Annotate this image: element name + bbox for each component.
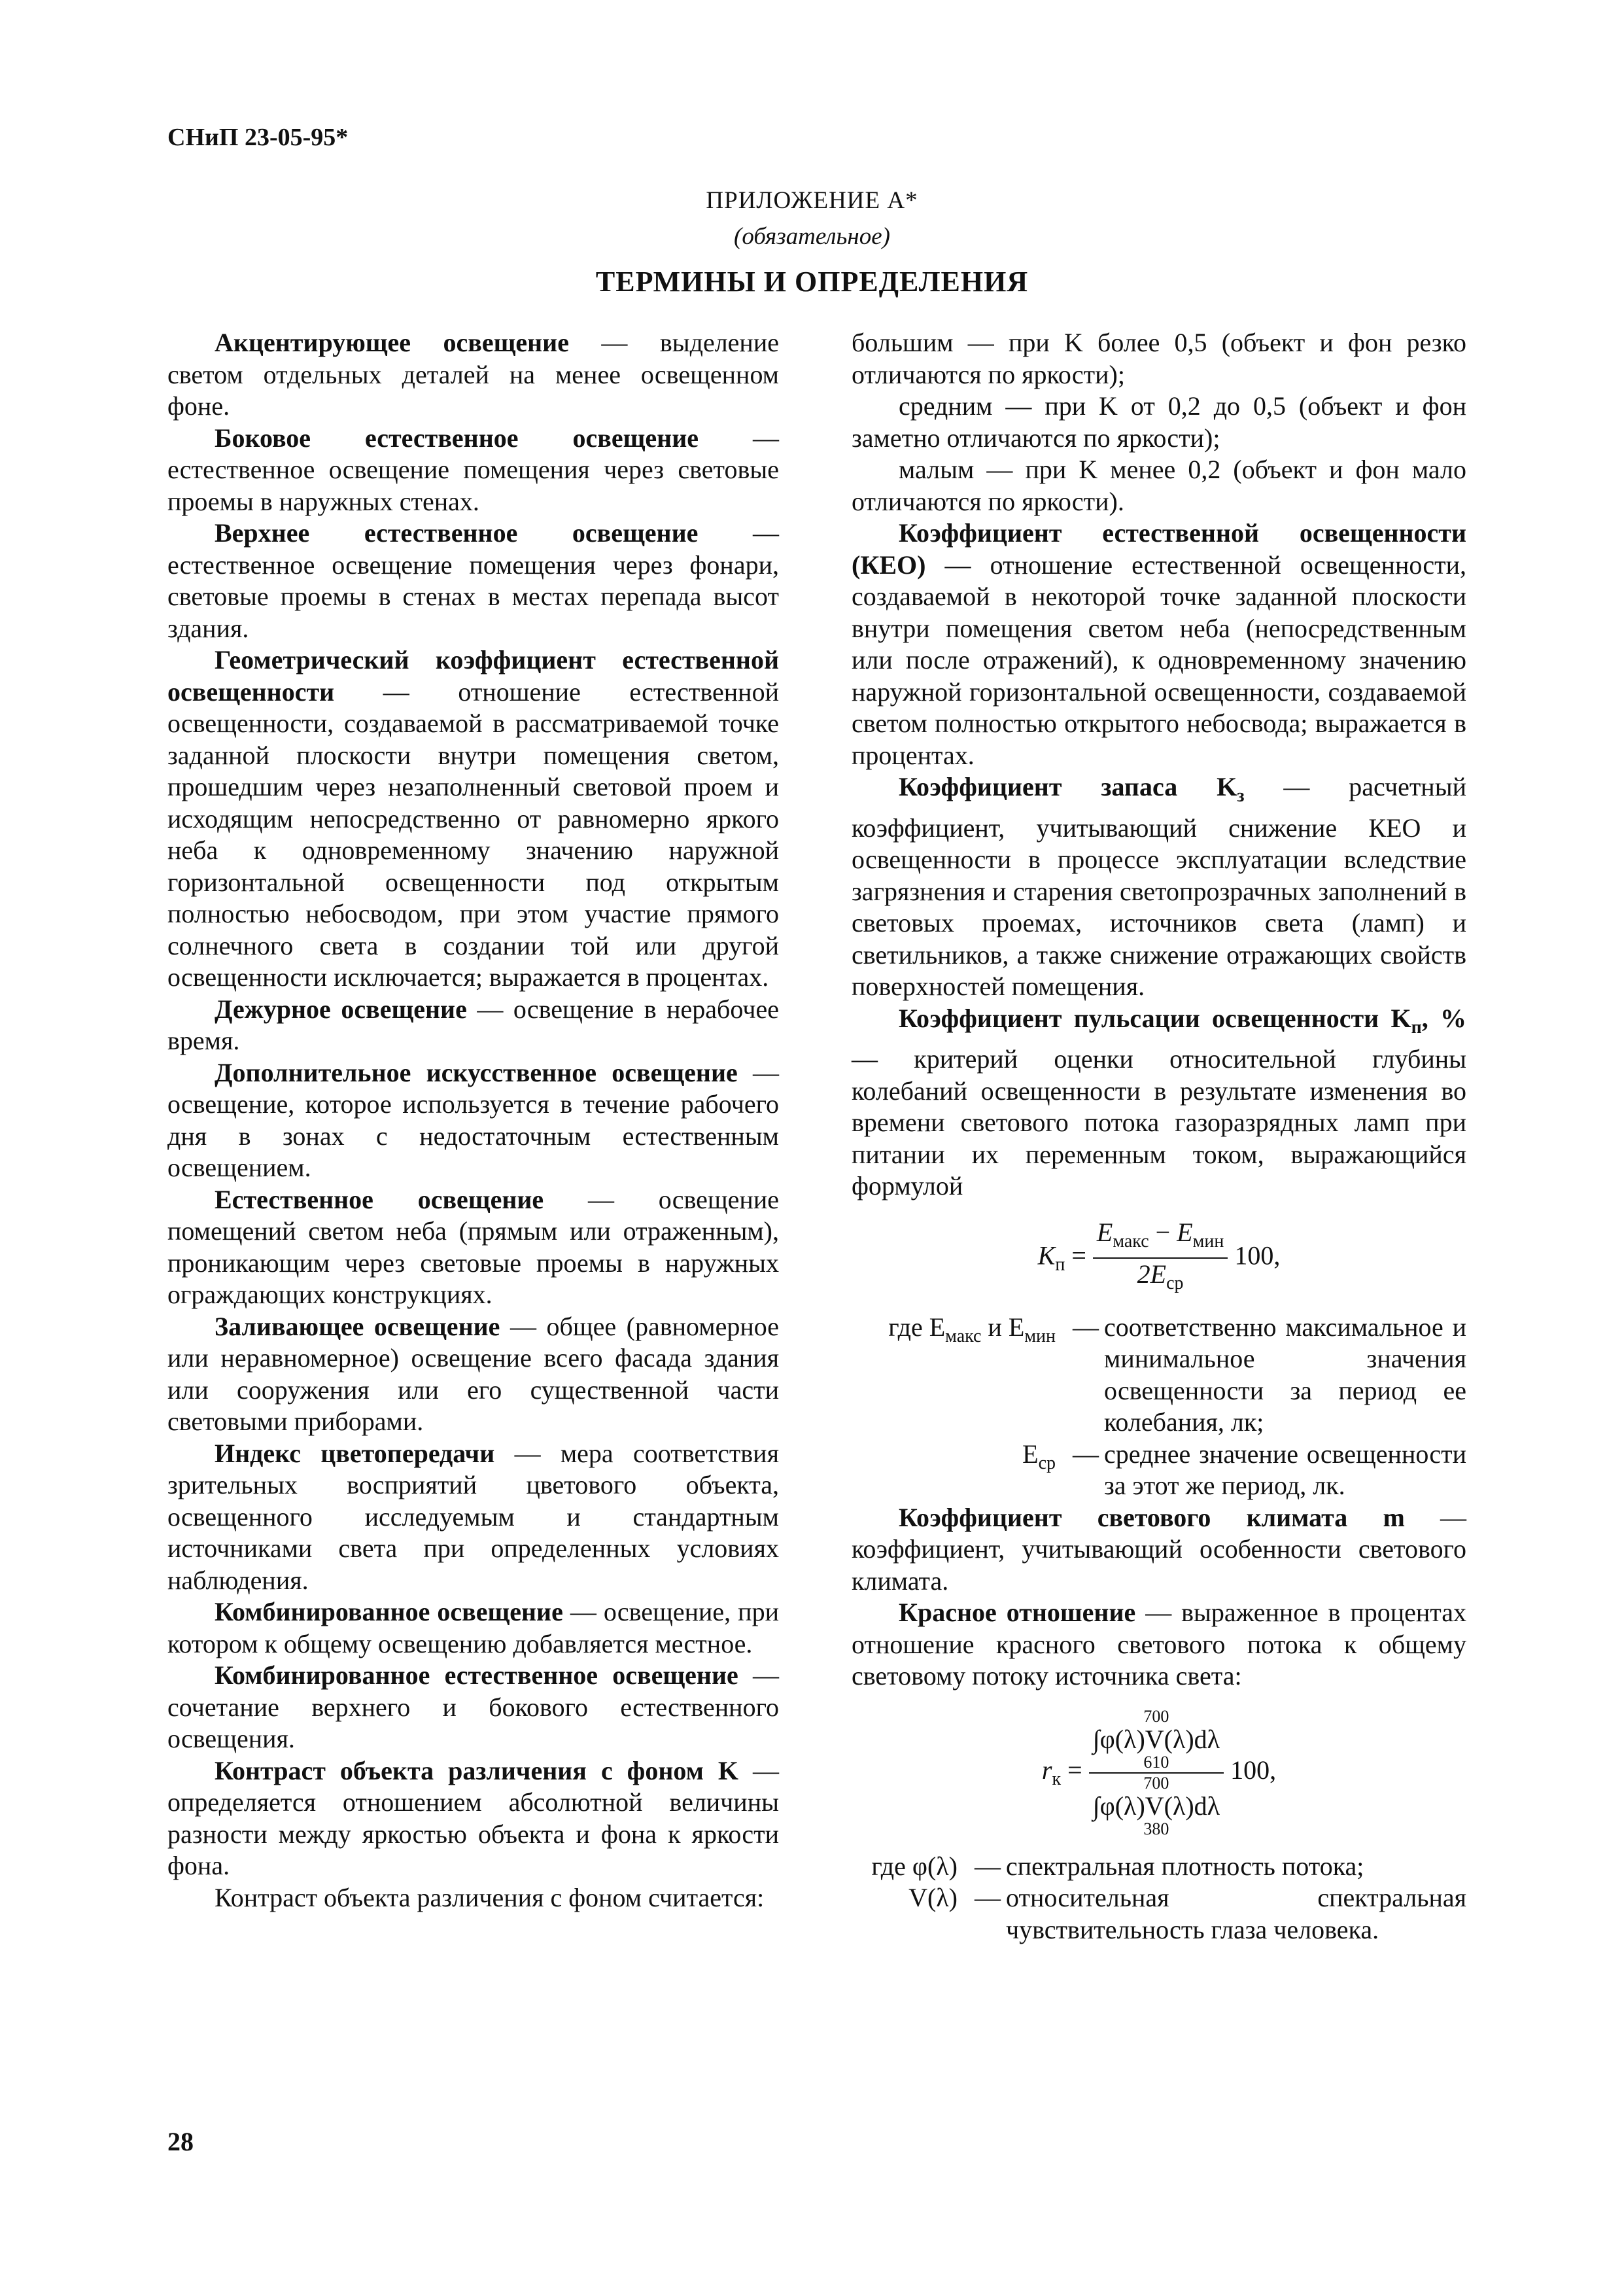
definition: Контраст объекта различения с фоном считается: [215, 1882, 765, 1912]
pulsation-formula: $K_п$ = $\frac{E_{макс} - E_{мин}}{2E_{ср}}$ 100, [852, 1217, 1466, 1300]
definition: — мера соответствия зрительных восприятий цветового объекта, освещенного исследуемым и стандартным источниками света при определенных условиях наблюдения. [167, 1438, 779, 1595]
definition: — общее (равномерное или неравномерное) освещение всего фасада здания или сооружения или его существенной части световыми приборами. [167, 1311, 779, 1436]
definition-paragraph [167, 423, 779, 518]
definition: — освещение, которое используется в течение рабочего дня в зонах с недостаточным естественным освещением. [167, 1057, 780, 1182]
definition-paragraph [167, 1596, 779, 1660]
left-column [167, 327, 779, 1914]
definition-paragraph [852, 1597, 1466, 1692]
term: Естественное освещение [215, 1184, 544, 1214]
appendix-status: (обязательное) [734, 223, 890, 250]
term: Геометрический коэффициент естественной освещенности [167, 645, 779, 707]
definition-paragraph [852, 771, 1466, 1003]
definition: — выраженное в процентах отношение красного светового потока к общему световому потоку источника света: [852, 1598, 1467, 1691]
page-number: 28 [167, 2127, 194, 2156]
definition-paragraph [852, 1003, 1466, 1202]
fraction: $\frac{E_{макс} - E_{мин}}{2E_{ср}}$ [1093, 1217, 1228, 1300]
fraction: 700 ∫φ(λ)V(λ)dλ 610 700 ∫φ(λ)V(λ)dλ 380 [1089, 1707, 1224, 1839]
document-code: СНиП 23-05-95* [167, 124, 349, 151]
term: Дополнительное искусственное освещение [215, 1057, 738, 1087]
definition: — расчетный коэффициент, учитывающий снижение КЕО и освещенности в процессе эксплуатации вследствие загрязнения и старения светопрозрачных заполнений в световых проемах, источников света (ламп) и светильников, а также снижение отражающих свойств поверхностей помещения. [852, 772, 1466, 1001]
term-red-ratio: Красное отношение [899, 1598, 1136, 1627]
term: Индекс цветопередачи [215, 1438, 495, 1468]
definition-paragraph [852, 517, 1466, 771]
term: Контраст объекта различения с фоном K [215, 1755, 738, 1785]
formula-legend: где $E_{макс}$ и $E_{мин}$ — соответственно максимальное и минимальное значения освещенности за период ее колебания, лк; $E_{ср}$ — среднее значение освещенности за этот же период, лк. [888, 1312, 1466, 1500]
term: Комбинированное освещение [215, 1597, 563, 1626]
definition-paragraph [167, 1184, 779, 1311]
term: Дежурное освещение [215, 994, 467, 1024]
red-ratio-formula: $r_к$ = 700 ∫φ(λ)V(λ)dλ 610 700 ∫φ(λ)V(λ)dλ 380 100, [1041, 1706, 1277, 1838]
term-keo: Коэффициент естественной освещенности (КЕО) [852, 518, 1466, 580]
definition-paragraph [167, 327, 779, 423]
contrast-small: малым — при K менее 0,2 (объект и фон мало отличаются по яркости). [852, 455, 1466, 516]
formula-legend: где φ(λ) — спектральная плотность потока; V(λ) — относительная спектральная чувствительность глаза человека. [871, 1851, 1466, 1944]
term: Акцентирующее освещение [215, 328, 569, 357]
term: Верхнее естественное освещение [215, 518, 699, 548]
definition: — естественное освещение помещения через световые проемы в наружных стенах. [167, 423, 780, 516]
definition-paragraph [167, 517, 779, 644]
definition: — коэффициент, учитывающий особенности светового климата. [852, 1502, 1467, 1596]
definition-paragraph [167, 1311, 779, 1438]
definition: — освещение помещений светом неба (прямым или отраженным), проникающим через световые проемы в наружных ограждающих конструкциях. [167, 1184, 779, 1309]
definition: — отношение естественной освещенности, создаваемой в рассматриваемой точке заданной плоскости внутри помещения светом, прошедшим через незаполненный световой проем и исходящим непосредственно от равномерно яркого неба к одновременному значению наружной горизонтальной освещенности под открытым полностью небосводом, при этом участие прямого солнечного света в создании той или другой освещенности исключается; выражается в процентах. [167, 676, 779, 992]
definition-paragraph [167, 1057, 779, 1184]
definition: — выделение светом отдельных деталей на менее освещенном фоне. [167, 328, 779, 421]
right-column [852, 327, 1466, 1946]
term: Боковое естественное освещение [215, 423, 699, 453]
term-climate: Коэффициент светового климата m [899, 1502, 1405, 1532]
definition: — естественное освещение помещения через фонари, световые проемы в стенах в местах перепада высот здания. [167, 518, 779, 643]
definition-paragraph [167, 1882, 779, 1914]
definition: — определяется отношением абсолютной величины разности между яркостью объекта и фона к яркости фона. [167, 1755, 779, 1880]
definition: — сочетание верхнего и бокового естественного освещения. [167, 1660, 780, 1753]
definition-paragraph [167, 1660, 779, 1755]
contrast-large: большим — при K более 0,5 (объект и фон резко отличаются по яркости); [852, 328, 1466, 389]
definition: — критерий оценки относительной глубины колебаний освещенности в результате изменения во времени светового потока газоразрядных ламп при питании их переменным током, выражающийся формулой [852, 1044, 1466, 1200]
page-title: ТЕРМИНЫ И ОПРЕДЕЛЕНИЯ [595, 266, 1029, 298]
term-kp: Коэффициент пульсации освещенности $K_п$, % [899, 1003, 1466, 1038]
definition-paragraph [167, 1438, 779, 1597]
term: Комбинированное естественное освещение [215, 1660, 738, 1690]
definition-paragraph [167, 644, 779, 994]
definition: — освещение, при котором к общему освещению добавляется местное. [167, 1597, 779, 1658]
definition-paragraph [167, 1755, 779, 1882]
definition: — отношение естественной освещенности, создаваемой в некоторой точке заданной плоскости внутри помещения светом неба (непосредственным или после отражений), к одновременному значению наружной горизонтальной освещенности, создаваемой светом полностью открытого небосвода; выражается в процентах. [852, 550, 1466, 770]
definition: — освещение в нерабочее время. [167, 994, 779, 1055]
term-kz: Коэффициент запаса $K_з$ [899, 772, 1245, 806]
appendix-label: ПРИЛОЖЕНИЕ А* [706, 187, 918, 214]
contrast-medium: средним — при K от 0,2 до 0,5 (объект и фон заметно отличаются по яркости); [852, 391, 1466, 453]
definition-paragraph [852, 1502, 1466, 1598]
term: Заливающее освещение [215, 1311, 500, 1341]
definition-paragraph [167, 994, 779, 1057]
